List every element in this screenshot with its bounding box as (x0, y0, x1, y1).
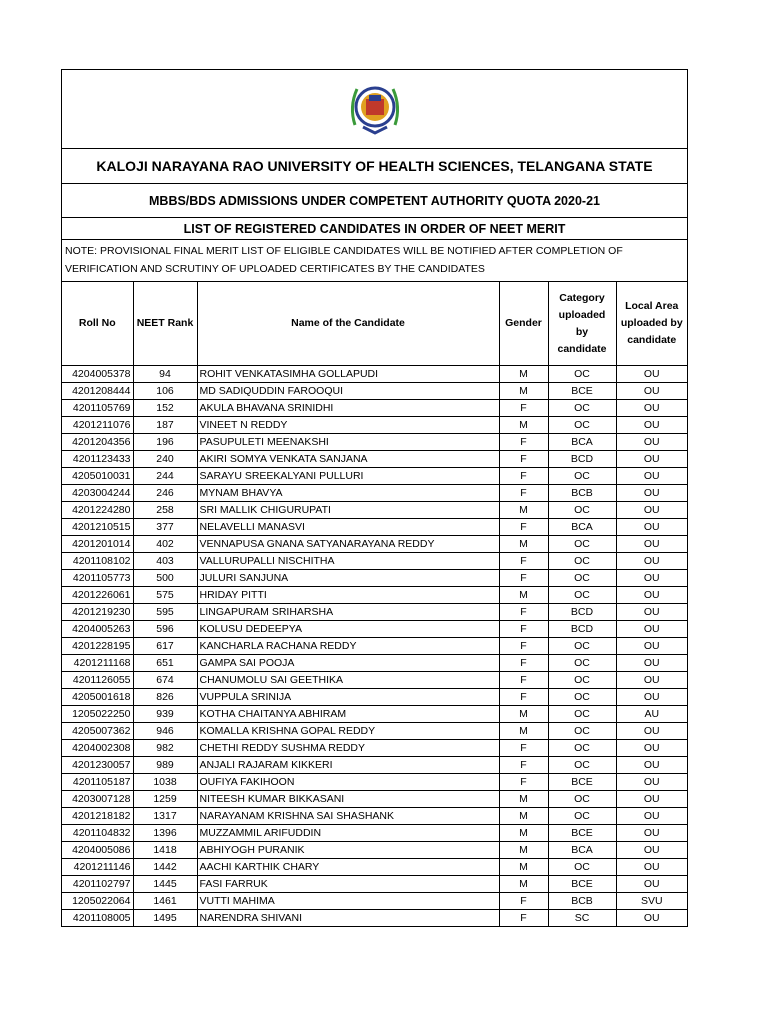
category-cell: OC (548, 706, 616, 723)
roll-no-cell: 4201228195 (62, 638, 133, 655)
column-header-local-area: Local Area uploaded by candidate (616, 282, 687, 366)
local-area-cell: OU (616, 519, 687, 536)
roll-no-cell: 4205001618 (62, 689, 133, 706)
gender-cell: F (499, 553, 548, 570)
category-cell: OC (548, 536, 616, 553)
roll-no-cell: 4203004244 (62, 485, 133, 502)
roll-no-cell: 4205007362 (62, 723, 133, 740)
table-row (62, 553, 687, 570)
candidate-name-cell: KOTHA CHAITANYA ABHIRAM (197, 706, 499, 723)
category-cell: OC (548, 672, 616, 689)
list-title: LIST OF REGISTERED CANDIDATES IN ORDER OF NEET MERIT (62, 218, 687, 240)
candidate-name-cell: VALLURUPALLI NISCHITHA (197, 553, 499, 570)
neet-rank-cell: 1259 (133, 791, 197, 808)
local-area-cell: OU (616, 621, 687, 638)
gender-cell: F (499, 400, 548, 417)
candidates-table (62, 282, 687, 927)
category-cell: BCB (548, 485, 616, 502)
table-row (62, 638, 687, 655)
gender-cell: F (499, 893, 548, 910)
neet-rank-cell: 674 (133, 672, 197, 689)
gender-cell: M (499, 587, 548, 604)
roll-no-cell: 4201105773 (62, 570, 133, 587)
category-cell: BCE (548, 825, 616, 842)
neet-rank-cell: 946 (133, 723, 197, 740)
roll-no-cell: 4201123433 (62, 451, 133, 468)
neet-rank-cell: 1445 (133, 876, 197, 893)
table-row (62, 485, 687, 502)
logo-row (62, 70, 687, 149)
neet-rank-cell: 1418 (133, 842, 197, 859)
neet-rank-cell: 106 (133, 383, 197, 400)
candidate-name-cell: MYNAM BHAVYA (197, 485, 499, 502)
gender-cell: F (499, 604, 548, 621)
category-cell: BCA (548, 519, 616, 536)
table-row (62, 366, 687, 383)
local-area-cell: OU (616, 553, 687, 570)
roll-no-cell: 4201219230 (62, 604, 133, 621)
candidate-name-cell: CHETHI REDDY SUSHMA REDDY (197, 740, 499, 757)
roll-no-cell: 4201204356 (62, 434, 133, 451)
table-row (62, 808, 687, 825)
local-area-cell: OU (616, 587, 687, 604)
candidate-name-cell: NITEESH KUMAR BIKKASANI (197, 791, 499, 808)
table-row (62, 519, 687, 536)
gender-cell: F (499, 910, 548, 927)
table-row (62, 587, 687, 604)
roll-no-cell: 4201108102 (62, 553, 133, 570)
note-line-1: NOTE: PROVISIONAL FINAL MERIT LIST OF ELIGIBLE CANDIDATES WILL BE NOTIFIED AFTER COMPLETION OF (65, 245, 623, 257)
table-row (62, 842, 687, 859)
candidate-name-cell: NARENDRA SHIVANI (197, 910, 499, 927)
category-cell: OC (548, 417, 616, 434)
candidate-name-cell: NELAVELLI MANASVI (197, 519, 499, 536)
category-cell: BCD (548, 604, 616, 621)
column-header-name: Name of the Candidate (197, 282, 499, 366)
category-cell: BCB (548, 893, 616, 910)
candidate-name-cell: KANCHARLA RACHANA REDDY (197, 638, 499, 655)
category-cell: OC (548, 468, 616, 485)
local-area-cell: OU (616, 604, 687, 621)
category-cell: OC (548, 655, 616, 672)
candidate-name-cell: CHANUMOLU SAI GEETHIKA (197, 672, 499, 689)
table-row (62, 400, 687, 417)
neet-rank-cell: 1317 (133, 808, 197, 825)
table-row (62, 468, 687, 485)
roll-no-cell: 4201211076 (62, 417, 133, 434)
candidate-name-cell: ABHIYOGH PURANIK (197, 842, 499, 859)
neet-rank-cell: 244 (133, 468, 197, 485)
roll-no-cell: 4203007128 (62, 791, 133, 808)
roll-no-cell: 4204005263 (62, 621, 133, 638)
candidate-name-cell: GAMPA SAI POOJA (197, 655, 499, 672)
roll-no-cell: 4201210515 (62, 519, 133, 536)
category-cell: OC (548, 859, 616, 876)
neet-rank-cell: 617 (133, 638, 197, 655)
neet-rank-cell: 94 (133, 366, 197, 383)
roll-no-cell: 1205022064 (62, 893, 133, 910)
category-cell: OC (548, 689, 616, 706)
table-row (62, 451, 687, 468)
local-area-cell: OU (616, 485, 687, 502)
table-row (62, 604, 687, 621)
neet-rank-cell: 402 (133, 536, 197, 553)
candidate-name-cell: HRIDAY PITTI (197, 587, 499, 604)
roll-no-cell: 4201211168 (62, 655, 133, 672)
table-row (62, 655, 687, 672)
local-area-cell: OU (616, 842, 687, 859)
neet-rank-cell: 246 (133, 485, 197, 502)
local-area-cell: OU (616, 655, 687, 672)
local-area-cell: OU (616, 672, 687, 689)
roll-no-cell: 4201218182 (62, 808, 133, 825)
neet-rank-cell: 989 (133, 757, 197, 774)
category-cell: OC (548, 638, 616, 655)
neet-rank-cell: 187 (133, 417, 197, 434)
gender-cell: M (499, 706, 548, 723)
category-cell: OC (548, 757, 616, 774)
local-area-cell: OU (616, 434, 687, 451)
neet-rank-cell: 1396 (133, 825, 197, 842)
candidate-name-cell: MUZZAMMIL ARIFUDDIN (197, 825, 499, 842)
roll-no-cell: 4201226061 (62, 587, 133, 604)
category-cell: OC (548, 502, 616, 519)
candidate-name-cell: FASI FARRUK (197, 876, 499, 893)
merit-list-sheet (61, 69, 688, 927)
gender-cell: M (499, 536, 548, 553)
roll-no-cell: 4201105187 (62, 774, 133, 791)
local-area-cell: OU (616, 876, 687, 893)
local-area-cell: OU (616, 723, 687, 740)
category-cell: OC (548, 791, 616, 808)
roll-no-cell: 4204005086 (62, 842, 133, 859)
neet-rank-cell: 1461 (133, 893, 197, 910)
local-area-cell: OU (616, 689, 687, 706)
neet-rank-cell: 500 (133, 570, 197, 587)
category-cell: OC (548, 808, 616, 825)
category-cell: BCE (548, 383, 616, 400)
candidate-name-cell: ROHIT VENKATASIMHA GOLLAPUDI (197, 366, 499, 383)
table-row (62, 672, 687, 689)
local-area-cell: OU (616, 774, 687, 791)
candidate-name-cell: VUTTI MAHIMA (197, 893, 499, 910)
category-cell: OC (548, 570, 616, 587)
category-cell: SC (548, 910, 616, 927)
local-area-cell: OU (616, 400, 687, 417)
roll-no-cell: 4205010031 (62, 468, 133, 485)
local-area-cell: OU (616, 366, 687, 383)
candidate-name-cell: KOMALLA KRISHNA GOPAL REDDY (197, 723, 499, 740)
category-cell: BCD (548, 451, 616, 468)
category-cell: BCA (548, 434, 616, 451)
local-area-cell: OU (616, 859, 687, 876)
category-cell: OC (548, 400, 616, 417)
roll-no-cell: 4201201014 (62, 536, 133, 553)
table-row (62, 859, 687, 876)
table-row (62, 536, 687, 553)
neet-rank-cell: 595 (133, 604, 197, 621)
note-line-2: VERIFICATION AND SCRUTINY OF UPLOADED CERTIFICATES BY THE CANDIDATES (65, 263, 485, 275)
gender-cell: F (499, 689, 548, 706)
table-row (62, 757, 687, 774)
local-area-cell: OU (616, 808, 687, 825)
candidate-name-cell: PASUPULETI MEENAKSHI (197, 434, 499, 451)
table-row (62, 774, 687, 791)
gender-cell: F (499, 655, 548, 672)
local-area-cell: AU (616, 706, 687, 723)
gender-cell: M (499, 383, 548, 400)
local-area-cell: OU (616, 451, 687, 468)
candidate-name-cell: AACHI KARTHIK CHARY (197, 859, 499, 876)
neet-rank-cell: 258 (133, 502, 197, 519)
category-cell: BCD (548, 621, 616, 638)
candidate-name-cell: AKULA BHAVANA SRINIDHI (197, 400, 499, 417)
table-row (62, 706, 687, 723)
table-row (62, 570, 687, 587)
roll-no-cell: 4201102797 (62, 876, 133, 893)
neet-rank-cell: 982 (133, 740, 197, 757)
neet-rank-cell: 196 (133, 434, 197, 451)
neet-rank-cell: 377 (133, 519, 197, 536)
category-cell: BCA (548, 842, 616, 859)
neet-rank-cell: 596 (133, 621, 197, 638)
column-header-neet-rank: NEET Rank (133, 282, 197, 366)
table-body (62, 366, 687, 927)
table-row (62, 434, 687, 451)
local-area-cell: OU (616, 570, 687, 587)
gender-cell: F (499, 774, 548, 791)
roll-no-cell: 4204005378 (62, 366, 133, 383)
gender-cell: F (499, 519, 548, 536)
roll-no-cell: 4201105769 (62, 400, 133, 417)
gender-cell: M (499, 791, 548, 808)
roll-no-cell: 4201224280 (62, 502, 133, 519)
candidate-name-cell: VUPPULA SRINIJA (197, 689, 499, 706)
gender-cell: F (499, 672, 548, 689)
gender-cell: M (499, 723, 548, 740)
column-header-category: Category uploaded by candidate (548, 282, 616, 366)
gender-cell: F (499, 485, 548, 502)
category-cell: OC (548, 553, 616, 570)
candidate-name-cell: AKIRI SOMYA VENKATA SANJANA (197, 451, 499, 468)
gender-cell: F (499, 451, 548, 468)
university-logo (345, 77, 405, 141)
candidate-name-cell: VENNAPUSA GNANA SATYANARAYANA REDDY (197, 536, 499, 553)
candidate-name-cell: LINGAPURAM SRIHARSHA (197, 604, 499, 621)
gender-cell: F (499, 638, 548, 655)
gender-cell: M (499, 808, 548, 825)
note (62, 240, 687, 282)
table-row (62, 383, 687, 400)
gender-cell: F (499, 621, 548, 638)
roll-no-cell: 4201126055 (62, 672, 133, 689)
local-area-cell: OU (616, 757, 687, 774)
local-area-cell: SVU (616, 893, 687, 910)
roll-no-cell: 4201208444 (62, 383, 133, 400)
category-cell: BCE (548, 774, 616, 791)
neet-rank-cell: 403 (133, 553, 197, 570)
gender-cell: M (499, 417, 548, 434)
local-area-cell: OU (616, 791, 687, 808)
candidate-name-cell: OUFIYA FAKIHOON (197, 774, 499, 791)
neet-rank-cell: 651 (133, 655, 197, 672)
gender-cell: F (499, 757, 548, 774)
gender-cell: M (499, 825, 548, 842)
gender-cell: M (499, 876, 548, 893)
local-area-cell: OU (616, 910, 687, 927)
local-area-cell: OU (616, 825, 687, 842)
neet-rank-cell: 1495 (133, 910, 197, 927)
category-cell: BCE (548, 876, 616, 893)
table-header-row (62, 282, 687, 366)
local-area-cell: OU (616, 502, 687, 519)
table-row (62, 689, 687, 706)
category-cell: OC (548, 723, 616, 740)
neet-rank-cell: 240 (133, 451, 197, 468)
candidate-name-cell: JULURI SANJUNA (197, 570, 499, 587)
gender-cell: M (499, 842, 548, 859)
table-row (62, 893, 687, 910)
roll-no-cell: 4204002308 (62, 740, 133, 757)
local-area-cell: OU (616, 468, 687, 485)
gender-cell: M (499, 366, 548, 383)
candidate-name-cell: VINEET N REDDY (197, 417, 499, 434)
column-header-gender: Gender (499, 282, 548, 366)
university-title: KALOJI NARAYANA RAO UNIVERSITY OF HEALTH SCIENCES, TELANGANA STATE (62, 149, 687, 184)
table-row (62, 740, 687, 757)
candidate-name-cell: MD SADIQUDDIN FAROOQUI (197, 383, 499, 400)
neet-rank-cell: 939 (133, 706, 197, 723)
table-row (62, 876, 687, 893)
neet-rank-cell: 575 (133, 587, 197, 604)
table-row (62, 502, 687, 519)
gender-cell: F (499, 434, 548, 451)
neet-rank-cell: 1038 (133, 774, 197, 791)
candidate-name-cell: NARAYANAM KRISHNA SAI SHASHANK (197, 808, 499, 825)
candidate-name-cell: KOLUSU DEDEEPYA (197, 621, 499, 638)
table-row (62, 417, 687, 434)
table-row (62, 723, 687, 740)
local-area-cell: OU (616, 638, 687, 655)
local-area-cell: OU (616, 536, 687, 553)
candidate-name-cell: SRI MALLIK CHIGURUPATI (197, 502, 499, 519)
category-cell: OC (548, 366, 616, 383)
table-row (62, 910, 687, 927)
gender-cell: F (499, 468, 548, 485)
neet-rank-cell: 1442 (133, 859, 197, 876)
roll-no-cell: 4201230057 (62, 757, 133, 774)
category-cell: OC (548, 587, 616, 604)
gender-cell: M (499, 859, 548, 876)
local-area-cell: OU (616, 740, 687, 757)
table-row (62, 791, 687, 808)
gender-cell: M (499, 502, 548, 519)
category-cell: OC (548, 740, 616, 757)
neet-rank-cell: 152 (133, 400, 197, 417)
candidate-name-cell: SARAYU SREEKALYANI PULLURI (197, 468, 499, 485)
roll-no-cell: 1205022250 (62, 706, 133, 723)
roll-no-cell: 4201211146 (62, 859, 133, 876)
local-area-cell: OU (616, 417, 687, 434)
candidate-name-cell: ANJALI RAJARAM KIKKERI (197, 757, 499, 774)
roll-no-cell: 4201104832 (62, 825, 133, 842)
roll-no-cell: 4201108005 (62, 910, 133, 927)
gender-cell: F (499, 740, 548, 757)
local-area-cell: OU (616, 383, 687, 400)
gender-cell: F (499, 570, 548, 587)
column-header-roll-no: Roll No (62, 282, 133, 366)
table-row (62, 825, 687, 842)
neet-rank-cell: 826 (133, 689, 197, 706)
admissions-title: MBBS/BDS ADMISSIONS UNDER COMPETENT AUTHORITY QUOTA 2020-21 (62, 184, 687, 218)
table-row (62, 621, 687, 638)
